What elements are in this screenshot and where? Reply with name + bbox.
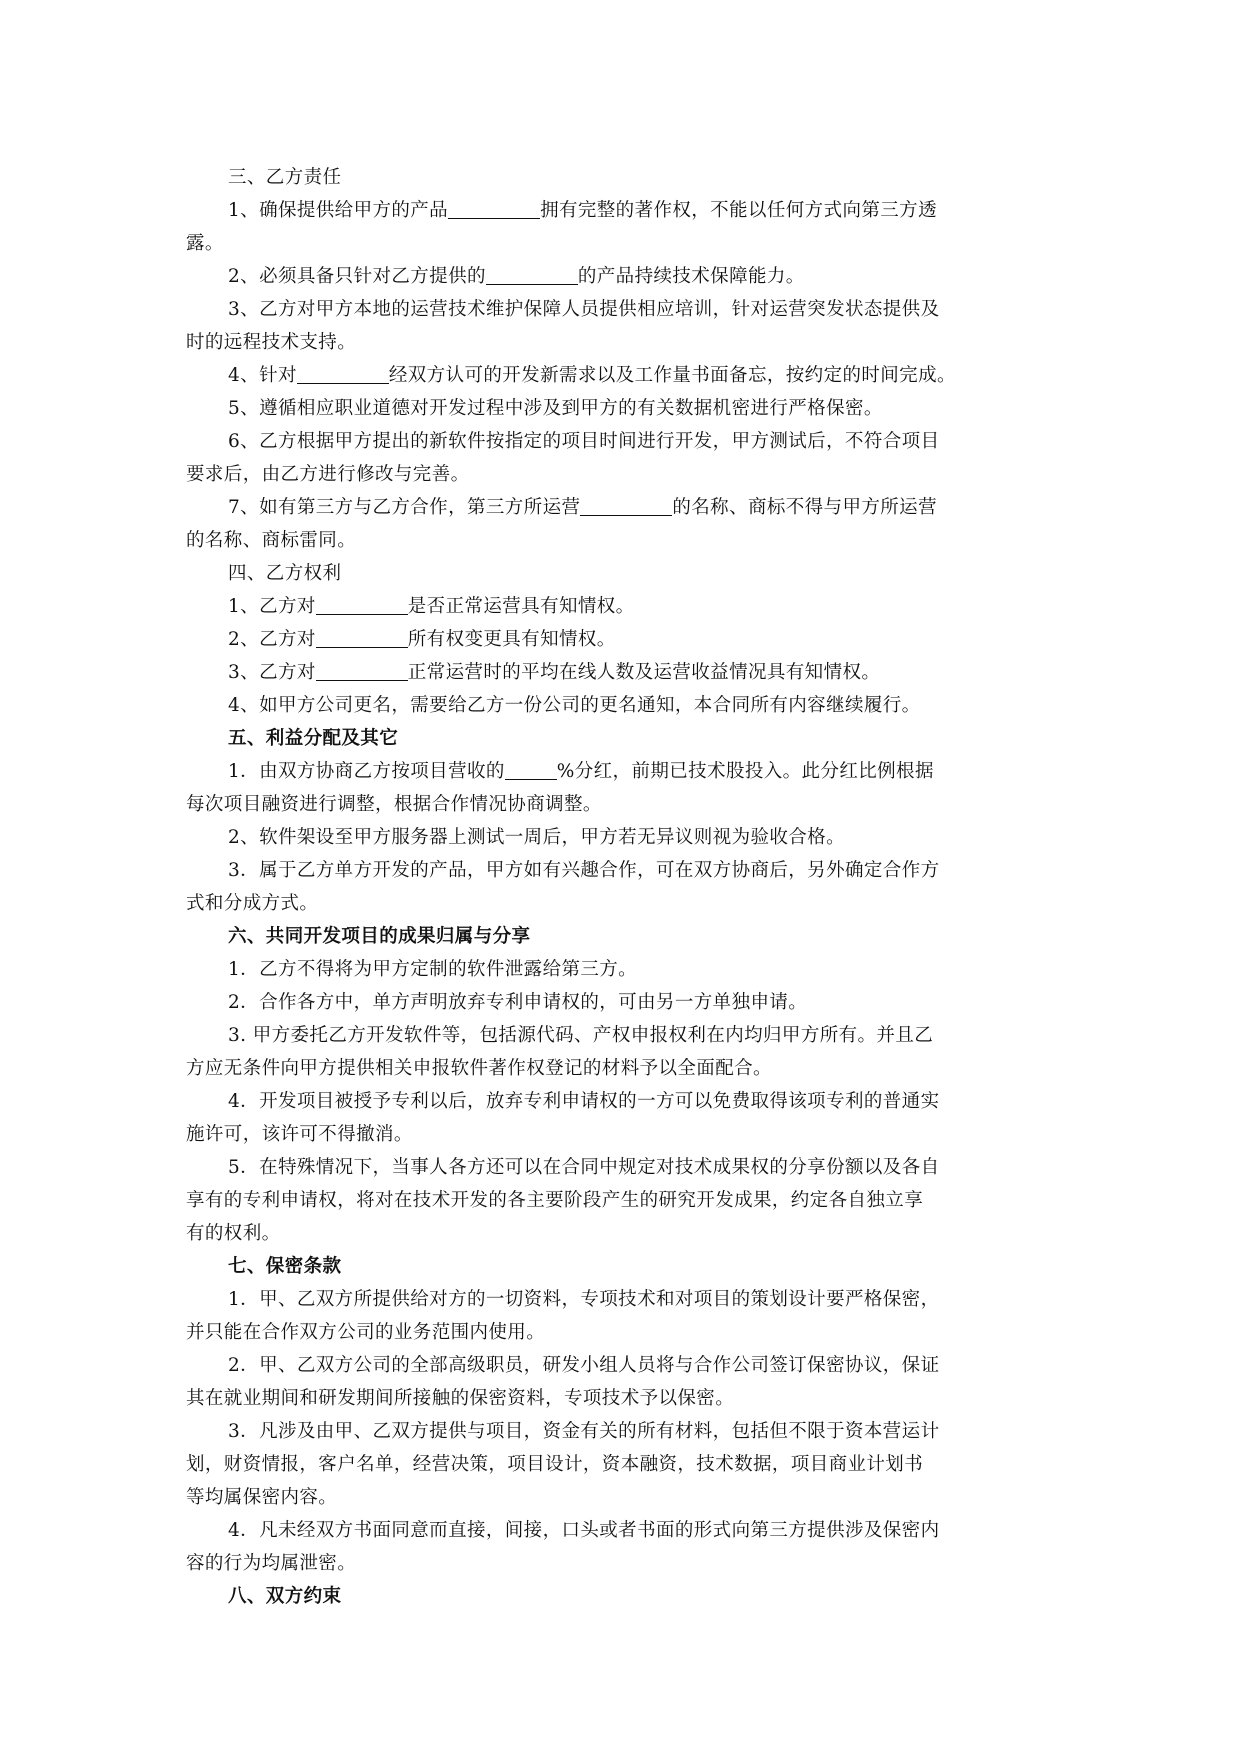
clause-line: 5．在特殊情况下，当事人各方还可以在合同中规定对技术成果权的分享份额以及各自	[228, 1157, 940, 1178]
contract-body	[186, 161, 1054, 1613]
clause-text: 2、必须具备只针对乙方提供的	[228, 266, 486, 287]
clause-3-3	[186, 293, 1054, 359]
fill-blank[interactable]	[505, 759, 557, 780]
section-heading-8: 八、双方约束	[228, 1586, 342, 1607]
clause-4-4: 4、如甲方公司更名，需要给乙方一份公司的更名通知，本合同所有内容继续履行。	[228, 695, 921, 716]
clause-line: 每次项目融资进行调整，根据合作情况协商调整。	[186, 794, 602, 815]
clause-text: 3、乙方对	[228, 662, 316, 683]
clause-text: %分红，前期已技术股投入。此分红比例根据	[556, 761, 934, 782]
clause-text: 经双方认可的开发新需求以及工作量书面备忘，按约定的时间完成。	[388, 365, 956, 386]
clause-line: 式和分成方式。	[186, 893, 319, 914]
clause-line	[186, 491, 1054, 524]
clause-line: 4．开发项目被授予专利以后，放弃专利申请权的一方可以免费取得该项专利的普通实	[228, 1091, 940, 1112]
clause-6-4	[186, 1085, 1054, 1151]
section-heading-7: 七、保密条款	[228, 1256, 342, 1277]
clause-text: 1．由双方协商乙方按项目营收的	[228, 761, 505, 782]
clause-text: 是否正常运营具有知情权。	[407, 596, 635, 617]
section-heading-3: 三、乙方责任	[228, 167, 342, 188]
clause-line	[186, 755, 1054, 788]
fill-blank[interactable]	[297, 363, 389, 384]
clause-6-3	[186, 1019, 1054, 1085]
clause-6-5	[186, 1151, 1054, 1250]
clause-3-4	[186, 359, 1054, 392]
clause-5-3	[186, 854, 1054, 920]
fill-blank[interactable]	[486, 264, 578, 285]
fill-blank[interactable]	[316, 627, 408, 648]
clause-line: 的名称、商标雷同。	[186, 530, 357, 551]
clause-line: 时的远程技术支持。	[186, 332, 357, 353]
fill-blank[interactable]	[316, 594, 408, 615]
clause-5-2: 2、软件架设至甲方服务器上测试一周后，甲方若无异议则视为验收合格。	[228, 827, 845, 848]
clause-line: 2．甲、乙双方公司的全部高级职员，研发小组人员将与合作公司签订保密协议，保证	[228, 1355, 940, 1376]
clause-line: 等均属保密内容。	[186, 1487, 338, 1508]
clause-4-3	[186, 656, 1054, 689]
clause-7-2	[186, 1349, 1054, 1415]
fill-blank[interactable]	[316, 660, 408, 681]
clause-text: 1、乙方对	[228, 596, 316, 617]
clause-4-1	[186, 590, 1054, 623]
clause-line: 划，财资情报，客户名单，经营决策，项目设计，资本融资，技术数据，项目商业计划书	[186, 1454, 924, 1475]
clause-line: 方应无条件向甲方提供相关申报软件著作权登记的材料予以全面配合。	[186, 1058, 772, 1079]
clause-6-2: 2．合作各方中，单方声明放弃专利申请权的，可由另一方单独申请。	[228, 992, 808, 1013]
clause-text: 2、乙方对	[228, 629, 316, 650]
clause-line: 6、乙方根据甲方提出的新软件按指定的项目时间进行开发，甲方测试后，不符合项目	[228, 431, 940, 452]
clause-line: 其在就业期间和研发期间所接触的保密资料，专项技术予以保密。	[186, 1388, 735, 1409]
clause-7-1	[186, 1283, 1054, 1349]
clause-3-2	[186, 260, 1054, 293]
clause-3-1	[186, 194, 1054, 260]
clause-line: 3、乙方对甲方本地的运营技术维护保障人员提供相应培训，针对运营突发状态提供及	[228, 299, 940, 320]
clause-line: 4．凡未经双方书面同意而直接，间接，口头或者书面的形式向第三方提供涉及保密内	[228, 1520, 940, 1541]
clause-line: 有的权利。	[186, 1223, 281, 1244]
clause-text: 的名称、商标不得与甲方所运营	[672, 497, 937, 518]
clause-text: 正常运营时的平均在线人数及运营收益情况具有知情权。	[407, 662, 881, 683]
section-heading-4: 四、乙方权利	[228, 563, 342, 584]
clause-line: 3．属于乙方单方开发的产品，甲方如有兴趣合作，可在双方协商后，另外确定合作方	[228, 860, 940, 881]
clause-7-3	[186, 1415, 1054, 1514]
clause-6-1: 1．乙方不得将为甲方定制的软件泄露给第三方。	[228, 959, 638, 980]
section-heading-6: 六、共同开发项目的成果归属与分享	[228, 926, 531, 947]
clause-line: 露。	[186, 233, 224, 254]
clause-line	[186, 194, 1054, 227]
clause-line: 施许可，该许可不得撤消。	[186, 1124, 413, 1145]
clause-line: 3. 甲方委托乙方开发软件等，包括源代码、产权申报权利在内均归甲方所有。并且乙	[228, 1025, 934, 1046]
clause-5-1	[186, 755, 1054, 821]
clause-7-4	[186, 1514, 1054, 1580]
clause-text: 拥有完整的著作权，不能以任何方式向第三方透	[540, 200, 937, 221]
clause-line: 并只能在合作双方公司的业务范围内使用。	[186, 1322, 546, 1343]
clause-text: 所有权变更具有知情权。	[407, 629, 616, 650]
clause-line: 享有的专利申请权，将对在技术开发的各主要阶段产生的研究开发成果，约定各自独立享	[186, 1190, 924, 1211]
clause-3-5: 5、遵循相应职业道德对开发过程中涉及到甲方的有关数据机密进行严格保密。	[228, 398, 883, 419]
clause-4-2	[186, 623, 1054, 656]
clause-3-7	[186, 491, 1054, 557]
clause-3-6	[186, 425, 1054, 491]
clause-text: 4、针对	[228, 365, 297, 386]
clause-line: 1．甲、乙双方所提供给对方的一切资料，专项技术和对项目的策划设计要严格保密，	[228, 1289, 940, 1310]
clause-text: 1、确保提供给甲方的产品	[228, 200, 449, 221]
clause-line: 3．凡涉及由甲、乙双方提供与项目，资金有关的所有材料，包括但不限于资本营运计	[228, 1421, 940, 1442]
section-heading-5: 五、利益分配及其它	[228, 728, 399, 749]
fill-blank[interactable]	[580, 495, 672, 516]
clause-line: 容的行为均属泄密。	[186, 1553, 357, 1574]
clause-line: 要求后，由乙方进行修改与完善。	[186, 464, 470, 485]
clause-text: 的产品持续技术保障能力。	[577, 266, 805, 287]
clause-text: 7、如有第三方与乙方合作，第三方所运营	[228, 497, 581, 518]
fill-blank[interactable]	[448, 198, 540, 219]
